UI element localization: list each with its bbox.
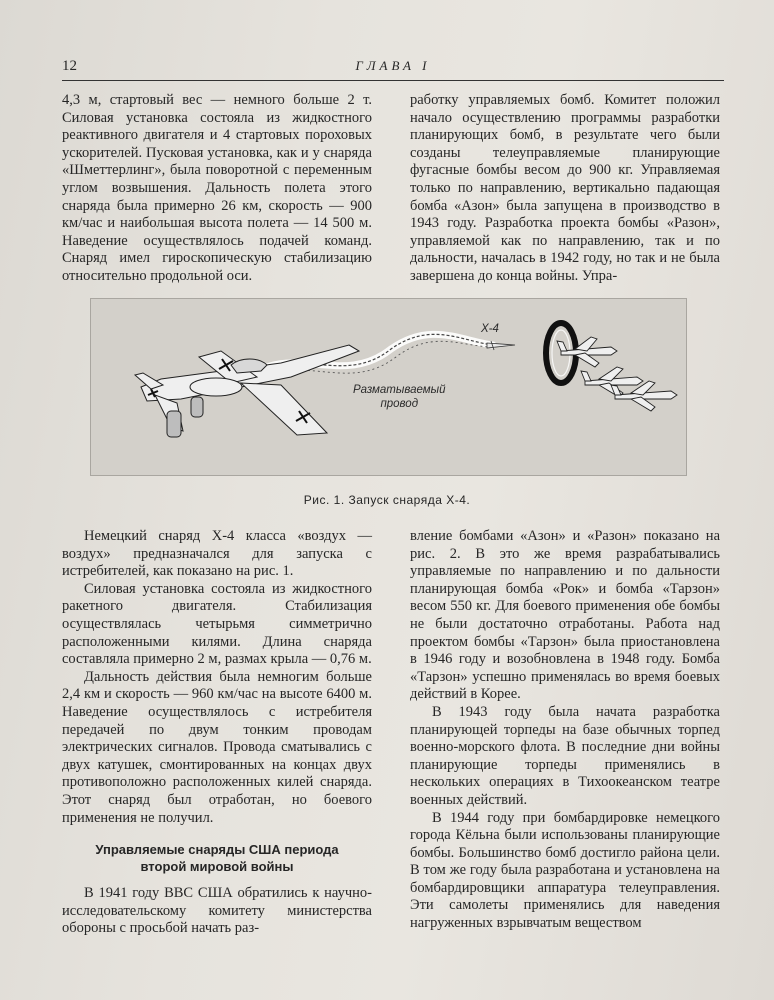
- paragraph: 4,3 м, стартовый вес — немного больше 2 т. Силовая установка состояла из жидкостного реактивного двигателя и 4 стартовых пороховых ускорителей. Пусковая установка, как и у снаряда «Шметтерлинг», была поворотной с переменным углом возвышения. Дальность полета этого снаряда была примерно 26 км, скорость — 900 км/час и наибольшая высота полета — 14 500 м. Наведение осуществлялось подачей команд. Снаряд имел гироскопическую стабилизацию относительно продольной оси.: [62, 92, 372, 284]
- paragraph: Немецкий снаряд Х-4 класса «воздух — воздух» предназначался для запуска с истребителей, как показано на рис. 1.: [62, 528, 372, 580]
- header-rule: [62, 80, 724, 81]
- figure-caption: Рис. 1. Запуск снаряда Х-4.: [303, 493, 471, 507]
- column-bottom-right: [410, 528, 720, 933]
- paragraph: В 1944 году при бомбардировке немецкого города Кёльна были использованы планирующие бомбы. Большинство бомб достигло района цели. В том же году была разработана и установлена на бомбардировщики аппаратура телеуправления. Эти самолеты применялись для наведения нагруженных взрывчатым веществом: [410, 809, 720, 932]
- paragraph: вление бомбами «Азон» и «Разон» показано на рис. 2. В это же время разрабатывались управляемые по направлению и по дальности планирующая бомба «Рок» и бомба «Тарзон» весом 550 кг. Для боевого применения обе бомбы не были достаточно отработаны. Работа над проектом бомбы «Тарзон» была приостановлена в 1946 году и возобновлена в 1948 году. Бомба «Тарзон» успешно применялась во время боевых действий в Корее.: [410, 528, 720, 703]
- wire-label-line-1: Разматываемый: [353, 384, 446, 396]
- page-header: [62, 58, 724, 80]
- column-top-left: [62, 92, 372, 286]
- chapter-title: ГЛАВА I: [355, 58, 431, 73]
- paragraph: Силовая установка состояла из жидкостного ракетного двигателя. Стабилизация осуществлялась четырьмя симметрично расположенными килями. Длина снаряда составляла примерно 2 м, размах крыла — 0,76 м.: [62, 580, 372, 668]
- page-number: 12: [62, 58, 77, 74]
- column-top-right: [410, 92, 720, 286]
- paragraph: Дальность действия была немногим больше 2,4 км и скорость — 960 км/час на высоте 6400 м. Наведение осуществлялось с истребителя передачей по двум тонким проводам электрических сигналов. Провода сматывались с двух катушек, смонтированных на концах двух противоположно расположенных килей снаряда. Этот снаряд был отработан, но боевого применения не получил.: [62, 668, 372, 826]
- figure-x4-launch: [90, 298, 687, 476]
- column-bottom-left: [62, 528, 372, 938]
- section-heading: Управляемые снаряды США периода второй мировой войны: [95, 842, 339, 875]
- missile-label: Х-4: [481, 323, 499, 335]
- paragraph: работку управляемых бомб. Комитет положил начало осуществлению программы разработки планирующих бомб, в результате чего были созданы телеуправляемые планирующие фугасные бомбы весом до 900 кг. Управляемая только по направлению, вертикально падающая бомба «Азон» была запущена в производство в 1943 году. Разработка проекта бомбы «Разон», управляемой как по направлению, так и по дальности, началась в 1942 году, но так и не была завершена до конца войны. Упра-: [410, 92, 720, 284]
- wire-label-line-2: провод: [380, 398, 419, 410]
- paragraph: В 1943 году была начата разработка планирующей торпеды на базе обычных торпед военно-морского флота. В последние дни войны планирующие торпеды применялись в нескольких операциях в Тихоокеанском театре военных действий.: [410, 703, 720, 808]
- wire-label: [353, 383, 446, 411]
- paragraph: В 1941 году ВВС США обратились к научно-исследовательскому комитету министерства обороны с просьбой начать раз-: [62, 885, 372, 937]
